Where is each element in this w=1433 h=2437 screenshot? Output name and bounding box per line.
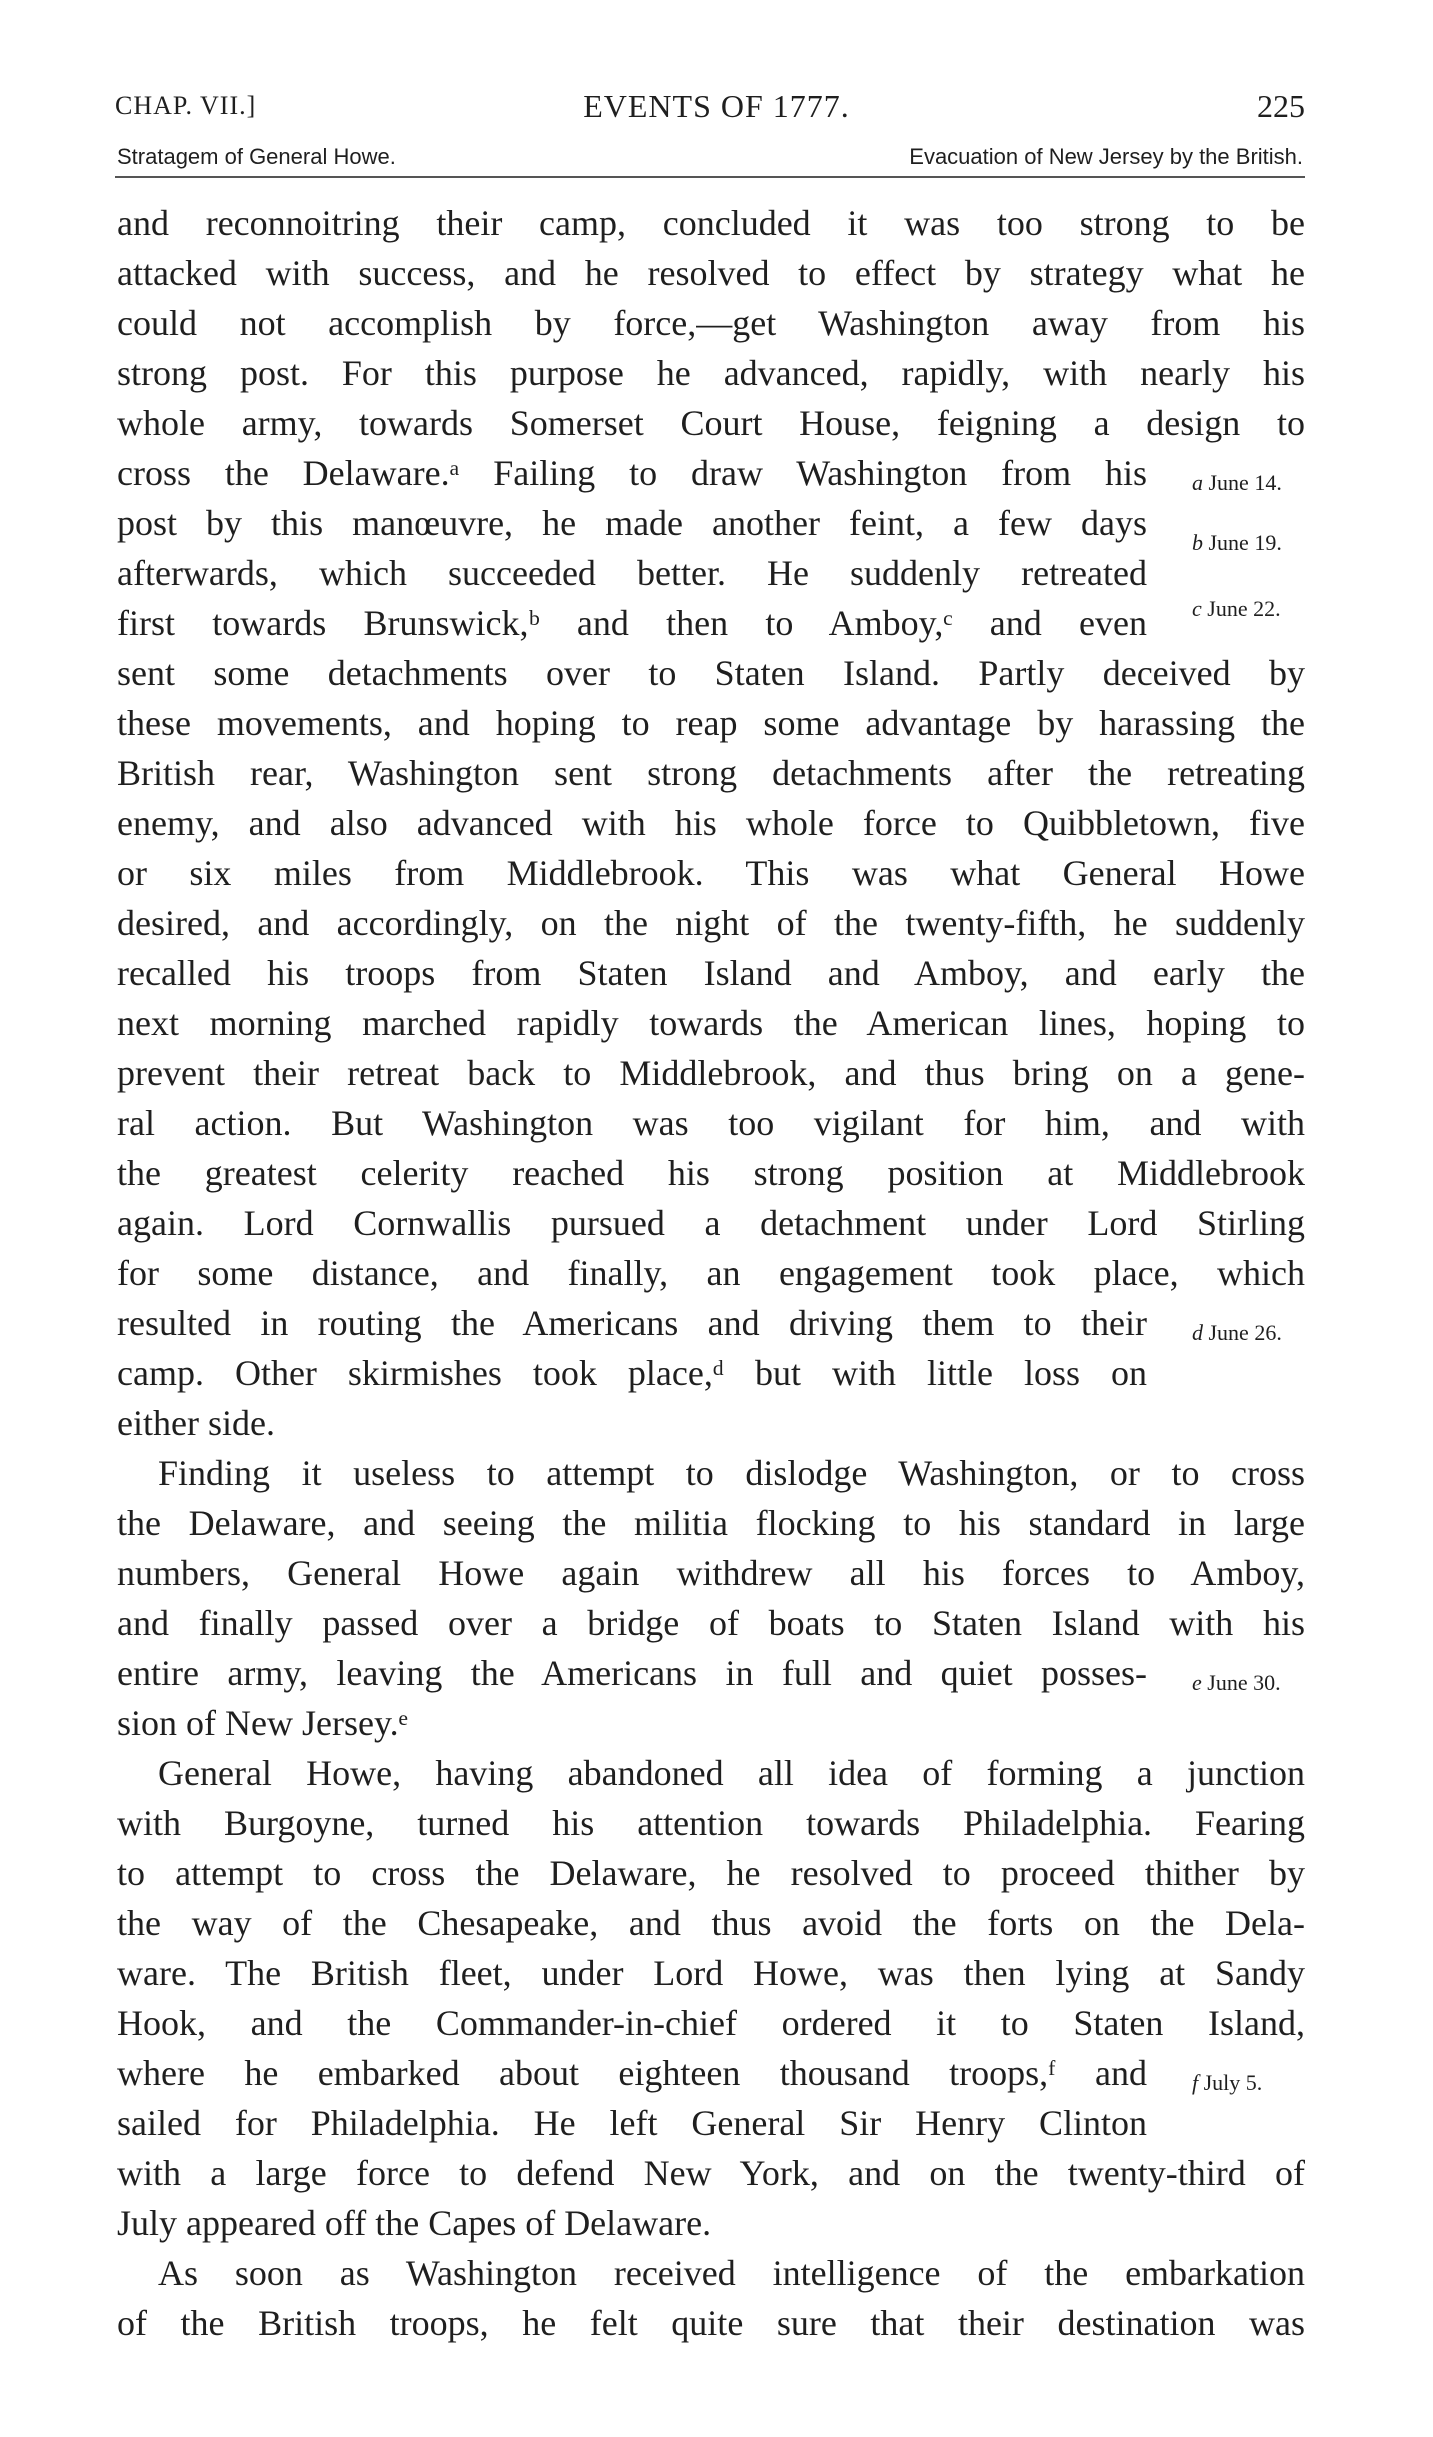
- margin-note-mark: d: [1192, 1320, 1203, 1345]
- text-line: cross the Delaware.ᵃ Failing to draw Washington from his: [117, 453, 1147, 493]
- text-line: to attempt to cross the Delaware, he resolved to proceed thither by: [117, 1853, 1305, 1893]
- text-line: ware. The British fleet, under Lord Howe, was then lying at Sandy: [117, 1953, 1305, 1993]
- running-title: EVENTS OF 1777.: [583, 88, 850, 124]
- page-number: 225: [1257, 88, 1305, 124]
- text-line: with Burgoyne, turned his attention towards Philadelphia. Fearing: [117, 1803, 1305, 1843]
- margin-note-mark: c: [1192, 596, 1202, 621]
- text-line: enemy, and also advanced with his whole force to Quibbletown, five: [117, 803, 1305, 843]
- text-line: for some distance, and finally, an engagement took place, which: [117, 1253, 1305, 1293]
- text-line: sailed for Philadelphia. He left General Sir Henry Clinton: [117, 2103, 1147, 2143]
- margin-note-mark: f: [1192, 2070, 1199, 2095]
- margin-note: [1192, 594, 1332, 624]
- margin-note-mark: a: [1192, 470, 1203, 495]
- margin-note-date: June 19.: [1208, 530, 1282, 555]
- text-line: of the British troops, he felt quite sure that their destination was: [117, 2303, 1305, 2343]
- text-line: numbers, General Howe again withdrew all his forces to Amboy,: [117, 1553, 1305, 1593]
- margin-note-date: June 14.: [1208, 470, 1282, 495]
- margin-note: [1192, 1668, 1332, 1698]
- text-line: General Howe, having abandoned all idea of forming a junction: [158, 1753, 1305, 1793]
- margin-note-mark: b: [1192, 530, 1203, 555]
- margin-note-date: June 26.: [1208, 1320, 1282, 1345]
- text-line: prevent their retreat back to Middlebrook, and thus bring on a gene-: [117, 1053, 1305, 1093]
- text-line: these movements, and hoping to reap some advantage by harassing the: [117, 703, 1305, 743]
- subheader-left: Stratagem of General Howe.: [117, 144, 396, 169]
- margin-note: [1192, 2068, 1332, 2098]
- text-line: camp. Other skirmishes took place,ᵈ but with little loss on: [117, 1353, 1147, 1393]
- text-line: again. Lord Cornwallis pursued a detachment under Lord Stirling: [117, 1203, 1305, 1243]
- margin-note: [1192, 468, 1332, 498]
- margin-note-mark: e: [1192, 1670, 1202, 1695]
- text-line: resulted in routing the Americans and driving them to their: [117, 1303, 1147, 1343]
- text-line: afterwards, which succeeded better. He suddenly retreated: [117, 553, 1147, 593]
- text-line: first towards Brunswick,ᵇ and then to Amboy,ᶜ and even: [117, 603, 1147, 643]
- text-line: ral action. But Washington was too vigilant for him, and with: [117, 1103, 1305, 1143]
- text-line: recalled his troops from Staten Island and Amboy, and early the: [117, 953, 1305, 993]
- text-line: where he embarked about eighteen thousand troops,ᶠ and: [117, 2053, 1147, 2093]
- margin-note-date: July 5.: [1203, 2070, 1263, 2095]
- text-line: British rear, Washington sent strong detachments after the retreating: [117, 753, 1305, 793]
- text-line: As soon as Washington received intelligence of the embarkation: [158, 2253, 1305, 2293]
- text-line: sion of New Jersey.ᵉ: [117, 1703, 408, 1743]
- text-line: and reconnoitring their camp, concluded it was too strong to be: [117, 203, 1305, 243]
- text-line: and finally passed over a bridge of boats to Staten Island with his: [117, 1603, 1305, 1643]
- text-line: the way of the Chesapeake, and thus avoid the forts on the Dela-: [117, 1903, 1305, 1943]
- chapter-label: CHAP. VII.]: [115, 91, 257, 120]
- text-line: could not accomplish by force,—get Washington away from his: [117, 303, 1305, 343]
- text-line: either side.: [117, 1403, 275, 1443]
- text-line: attacked with success, and he resolved to effect by strategy what he: [117, 253, 1305, 293]
- text-line: Hook, and the Commander-in-chief ordered it to Staten Island,: [117, 2003, 1305, 2043]
- margin-note: [1192, 528, 1332, 558]
- text-line: the greatest celerity reached his strong position at Middlebrook: [117, 1153, 1305, 1193]
- text-line: the Delaware, and seeing the militia flocking to his standard in large: [117, 1503, 1305, 1543]
- margin-note-date: June 22.: [1207, 596, 1281, 621]
- text-line: entire army, leaving the Americans in full and quiet posses-: [117, 1653, 1147, 1693]
- text-line: July appeared off the Capes of Delaware.: [117, 2203, 712, 2243]
- text-line: sent some detachments over to Staten Island. Partly deceived by: [117, 653, 1305, 693]
- text-line: or six miles from Middlebrook. This was what General Howe: [117, 853, 1305, 893]
- text-line: Finding it useless to attempt to dislodge Washington, or to cross: [158, 1453, 1305, 1493]
- header-rule: [115, 176, 1305, 178]
- margin-note: [1192, 1318, 1332, 1348]
- margin-note-date: June 30.: [1207, 1670, 1281, 1695]
- text-line: whole army, towards Somerset Court House, feigning a design to: [117, 403, 1305, 443]
- subheader-right: Evacuation of New Jersey by the British.: [909, 144, 1303, 169]
- text-line: post by this manœuvre, he made another feint, a few days: [117, 503, 1147, 543]
- text-line: with a large force to defend New York, and on the twenty-third of: [117, 2153, 1305, 2193]
- text-line: desired, and accordingly, on the night of the twenty-fifth, he suddenly: [117, 903, 1305, 943]
- text-line: strong post. For this purpose he advanced, rapidly, with nearly his: [117, 353, 1305, 393]
- text-line: next morning marched rapidly towards the American lines, hoping to: [117, 1003, 1305, 1043]
